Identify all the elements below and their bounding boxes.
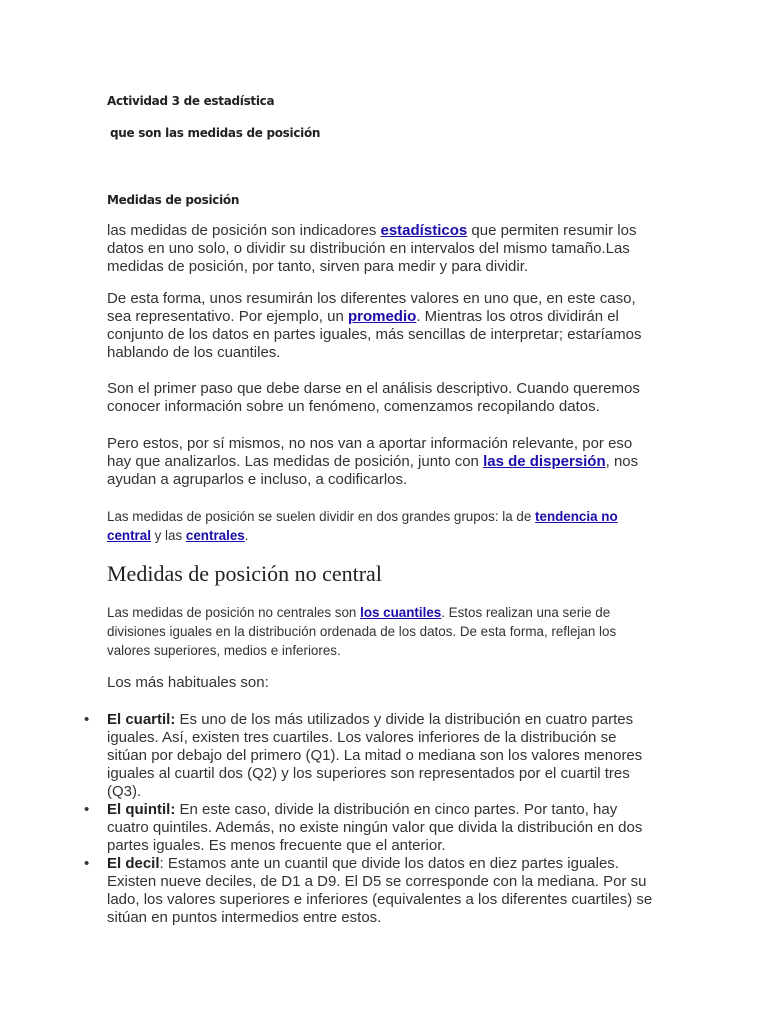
paragraph-5-text-middle: y las: [150, 528, 186, 543]
bullet-icon: •: [84, 711, 90, 728]
link-los-cuantiles[interactable]: los cuantiles: [360, 605, 442, 620]
list-item-text: : Estamos ante un cuantil que divide los datos en diez partes iguales. Existen nueve deciles, de D1 a D9. El D5 se corresponde con la mediana. Por su lado, los valores superiores e inferiores (equivalentes a los diferentes cuartiles) se sitúan en puntos intermedios entre estos.: [107, 855, 653, 926]
list-item-term: El decil: [107, 855, 160, 872]
paragraph-5: [107, 507, 652, 545]
paragraph-7: Los más habituales son:: [107, 674, 269, 691]
paragraph-4-text-after: , nos ayudan a agruparlos e incluso, a codificarlos.: [107, 453, 639, 488]
link-las-de-dispersion[interactable]: las de dispersión: [483, 453, 606, 470]
link-tendencia-no-central[interactable]: tendencia no central: [107, 509, 618, 543]
bullet-icon: •: [84, 855, 90, 872]
list-item-term: El quintil:: [107, 801, 176, 818]
list-item-text: Es uno de los más utilizados y divide la distribución en cuatro partes iguales. Así, existen tres cuartiles. Los valores inferiores de la distribución se sitúan por debajo del primero (Q1). La mitad o mediana son los valores menores iguales al cuartil dos (Q2) y los superiores son representados por el cuartil tres (Q3).: [107, 711, 643, 800]
link-promedio[interactable]: promedio: [347, 308, 417, 325]
bullet-icon: •: [84, 801, 90, 818]
list-item-term: El cuartil:: [107, 711, 176, 728]
list-item-text: En este caso, divide la distribución en cinco partes. Por tanto, hay cuatro quintiles. Además, no existe ningún valor que divida la distribución en dos partes iguales. Es menos frecuente que el anterior.: [107, 801, 643, 854]
list-item: [0, 711, 660, 801]
quantile-list: [0, 711, 660, 927]
paragraph-5-text-after: .: [244, 528, 249, 543]
paragraph-6: [107, 603, 652, 660]
paragraph-2: [107, 290, 652, 362]
list-item: [0, 801, 660, 855]
paragraph-1-text-after: que permiten resumir los datos en uno solo, o dividir su distribución en intervalos del mismo tamaño.Las medidas de posición, por tanto, sirven para medir y para dividir.: [107, 222, 637, 275]
document-subtitle: que son las medidas de posición: [110, 126, 321, 140]
paragraph-2-text-before: De esta forma, unos resumirán los diferentes valores en uno que, en este caso, sea representativo. Por ejemplo, un: [107, 290, 636, 325]
document-title: Actividad 3 de estadística: [107, 94, 275, 108]
paragraph-5-text-before: Las medidas de posición se suelen dividir en dos grandes grupos: la de: [107, 509, 536, 524]
paragraph-2-text-after: . Mientras los otros dividirán el conjunto de los datos en partes iguales, más sencillas de interpretar; estaríamos hablando de los cuantiles.: [107, 308, 642, 361]
paragraph-4: [107, 435, 652, 489]
paragraph-1: [107, 222, 652, 276]
section-heading: Medidas de posición: [107, 193, 240, 207]
list-item: [0, 855, 660, 927]
paragraph-4-text-before: Pero estos, por sí mismos, no nos van a aportar información relevante, por eso hay que analizarlos. Las medidas de posición, junto con: [107, 435, 633, 470]
link-centrales[interactable]: centrales: [185, 528, 245, 543]
paragraph-6-text-before: Las medidas de posición no centrales son: [107, 605, 361, 620]
paragraph-1-text-before: las medidas de posición son indicadores: [107, 222, 381, 239]
section-heading-no-central: Medidas de posición no central: [107, 561, 382, 586]
paragraph-6-text-after: . Estos realizan una serie de divisiones iguales en la distribución ordenada de los datos. De esta forma, reflejan los valores superiores, medios e inferiores.: [107, 605, 617, 658]
paragraph-3: Son el primer paso que debe darse en el análisis descriptivo. Cuando queremos conocer información sobre un fenómeno, comenzamos recopilando datos.: [107, 380, 640, 415]
link-estadisticos[interactable]: estadísticos: [380, 222, 468, 239]
